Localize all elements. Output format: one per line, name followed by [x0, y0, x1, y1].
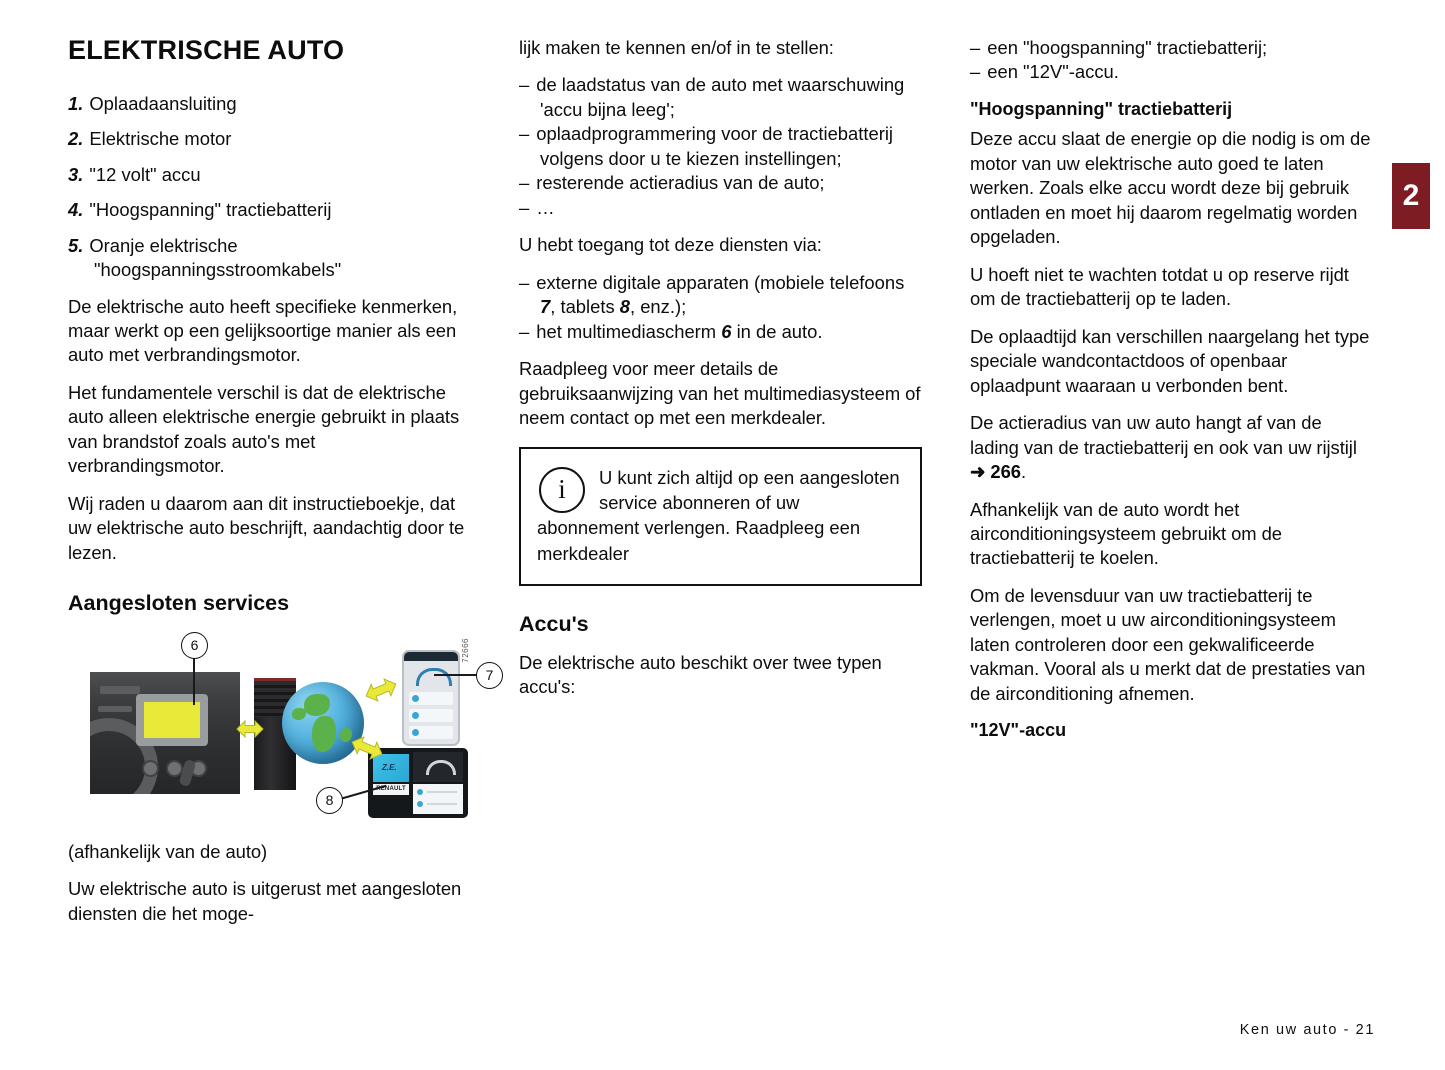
chapter-tab-number: 2	[1402, 179, 1420, 212]
list-item	[519, 122, 922, 171]
dash-bullet: –	[519, 196, 530, 218]
component-ref-7: 7	[540, 296, 551, 318]
list-item	[970, 36, 1373, 60]
tablet-gauge-panel	[413, 752, 463, 782]
paragraph: Deze accu slaat de energie op die nodig is om de motor van uw elektrische auto goed te laten werken. Zoals elke accu wordt deze bij gebruik ontladen en moet hij daarom regelmatig worden opgeladen.	[970, 128, 1371, 248]
ze-logo-icon: Z.E.	[382, 762, 397, 772]
paragraph: Afhankelijk van de auto wordt het airconditioningsysteem gebruikt om de tractiebatterij te koelen.	[970, 498, 1282, 569]
info-icon: i	[539, 467, 585, 513]
callout-6-label: 6	[190, 637, 199, 654]
callout-8-label: 8	[325, 792, 334, 809]
paragraph-text: De actieradius van uw auto hangt af van de lading van de tractiebatterij en ook van uw rijstijl	[970, 412, 1357, 458]
services-list	[519, 73, 922, 220]
car-dashboard-photo	[90, 672, 240, 794]
connected-services-illustration	[68, 630, 494, 830]
list-dot-icon	[417, 801, 423, 807]
app-row-dot-icon	[412, 729, 419, 736]
paragraph: Raadpleeg voor meer details de gebruiksaanwijzing van het multimediasysteem of neem contact op met een merkdealer.	[519, 358, 921, 429]
legend-number: 2.	[68, 128, 84, 150]
paragraph: (afhankelijk van de auto)	[68, 840, 268, 862]
list-item	[68, 127, 471, 151]
paragraph: lijk maken te kennen en/of in te stellen:	[519, 37, 834, 58]
access-methods-list	[519, 271, 922, 344]
list-item-text: een "hoogspanning" tractiebatterij;	[987, 37, 1268, 58]
legend-number: 3.	[68, 163, 84, 185]
list-item	[68, 92, 471, 116]
legend-label: Elektrische motor	[89, 128, 232, 150]
legend-label: "12 volt" accu	[89, 163, 201, 185]
multimedia-screen	[136, 694, 208, 746]
figure-reference-code: 72666	[461, 637, 470, 663]
dash-bullet: –	[519, 271, 530, 293]
list-item	[519, 196, 922, 220]
page-title: ELEKTRISCHE AUTO	[68, 35, 345, 65]
battery-types-list	[970, 36, 1373, 85]
column-2	[519, 36, 922, 939]
multimedia-screen-highlight	[144, 702, 200, 738]
component-legend-list	[68, 92, 471, 283]
section-heading-connected-services: Aangesloten services	[68, 591, 290, 616]
list-item-text-a: externe digitale apparaten (mobiele telefoons	[536, 271, 905, 293]
leader-line-6	[193, 657, 195, 705]
list-item	[519, 271, 922, 320]
dash-bullet: –	[970, 37, 981, 58]
phone-status-bar	[404, 652, 458, 661]
list-item-text: de laadstatus van de auto met waarschuwing 'accu bijna leeg';	[536, 74, 905, 120]
list-item-text: …	[536, 196, 555, 218]
page-reference: 266	[990, 461, 1021, 483]
list-item	[970, 60, 1373, 84]
legend-label: "Hoogspanning" tractiebatterij	[89, 199, 332, 221]
list-item	[68, 234, 471, 283]
list-item-text: resterende actieradius van de auto;	[536, 172, 825, 194]
leader-line-7	[434, 674, 480, 676]
paragraph: Wij raden u daarom aan dit instructieboekje, dat uw elektrische auto beschrijft, aandachtig door te lezen.	[68, 492, 465, 563]
list-item	[519, 73, 922, 122]
section-heading-batteries: Accu's	[519, 612, 589, 637]
charge-gauge-icon	[426, 760, 456, 775]
smartphone-illustration	[402, 650, 460, 746]
list-item-text: een "12V"-accu.	[987, 61, 1119, 83]
info-callout-box	[519, 447, 922, 587]
paragraph-text-end: .	[1020, 461, 1027, 483]
legend-label: Oplaadaansluiting	[89, 92, 237, 114]
legend-number: 5.	[68, 234, 84, 256]
double-arrow-icon	[364, 676, 398, 704]
paragraph: Om de levensduur van uw tractiebatterij te verlengen, moet u uw airconditioningsysteem laten controleren door een gekwalificeerde vakman. Vooral als u merkt dat de prestaties van de airconditioning afnemen.	[970, 584, 1366, 704]
chapter-tab	[1392, 163, 1430, 229]
paragraph: De elektrische auto beschikt over twee typen accu's:	[519, 651, 882, 698]
list-item-text: oplaadprogrammering voor de tractiebatterij volgens door u te kiezen instellingen;	[536, 123, 893, 169]
list-item	[68, 198, 471, 222]
callout-7	[476, 662, 503, 689]
paragraph-with-page-reference	[970, 411, 1373, 484]
list-item	[68, 163, 471, 187]
air-vent-icon	[98, 706, 132, 712]
air-vent-icon	[100, 686, 140, 694]
dash-bullet: –	[519, 320, 530, 342]
paragraph: Uw elektrische auto is uitgerust met aangesloten diensten die het moge-	[68, 878, 462, 924]
callout-7-label: 7	[485, 667, 494, 684]
charge-gauge-icon	[416, 668, 452, 686]
climate-knob-icon	[142, 760, 159, 777]
paragraph: U hoeft niet te wachten totdat u op reserve rijdt om de tractiebatterij op te laden.	[970, 263, 1349, 310]
legend-label: Oranje elektrische "hoogspanningsstroomkabels"	[89, 234, 342, 281]
page-footer: Ken uw auto - 21	[1239, 1022, 1375, 1038]
list-item	[519, 171, 922, 195]
subheading-traction-battery: "Hoogspanning" tractiebatterij	[970, 98, 1233, 119]
paragraph: De elektrische auto heeft specifieke kenmerken, maar werkt op een gelijksoortige manier als een auto met verbrandingsmotor.	[68, 295, 458, 366]
app-row-dot-icon	[412, 695, 419, 702]
page-columns	[68, 36, 1373, 939]
column-1	[68, 35, 494, 939]
paragraph: De oplaadtijd kan verschillen naargelang het type speciale wandcontactdoos of openbaar oplaadpunt waaraan u verbonden bent.	[970, 325, 1370, 396]
list-item-text-d: het multimediascherm	[536, 320, 722, 342]
list-item-text-b: , tablets	[550, 296, 620, 318]
legend-number: 4.	[68, 199, 84, 221]
list-dot-icon	[417, 789, 423, 795]
component-ref-8: 8	[619, 296, 630, 318]
landmass	[304, 694, 330, 716]
callout-6	[181, 632, 208, 659]
paragraph: Het fundamentele verschil is dat de elektrische auto alleen elektrische energie gebruikt in plaats van brandstof zoals auto's met verbrandingsmotor.	[68, 381, 460, 477]
double-arrow-icon	[236, 716, 264, 742]
list-item-text-c: , enz.);	[629, 296, 687, 318]
dash-bullet: –	[519, 172, 530, 194]
list-line	[427, 803, 457, 805]
list-item	[519, 320, 922, 344]
list-line	[427, 791, 457, 793]
column-3	[970, 36, 1373, 939]
dash-bullet: –	[519, 123, 530, 145]
tablet-list-panel	[413, 784, 463, 814]
dash-bullet: –	[970, 61, 981, 83]
arrow-right-icon: ➜	[970, 461, 986, 483]
subheading-12v-battery: "12V"-accu	[970, 720, 1067, 741]
legend-number: 1.	[68, 92, 84, 114]
callout-8	[316, 787, 343, 814]
info-box-text: U kunt zich altijd op een aangesloten service abonneren of uw abonnement verlengen. Raadpleeg een merkdealer	[537, 466, 900, 564]
dash-bullet: –	[519, 74, 530, 96]
list-item-text-e: in de auto.	[731, 320, 823, 342]
landmass	[312, 716, 336, 752]
component-ref-6: 6	[721, 320, 732, 342]
app-row-dot-icon	[412, 712, 419, 719]
paragraph: U hebt toegang tot deze diensten via:	[519, 234, 822, 256]
brand-label: RENAULT	[373, 784, 409, 795]
double-arrow-icon	[350, 734, 384, 762]
landmass	[292, 708, 306, 720]
